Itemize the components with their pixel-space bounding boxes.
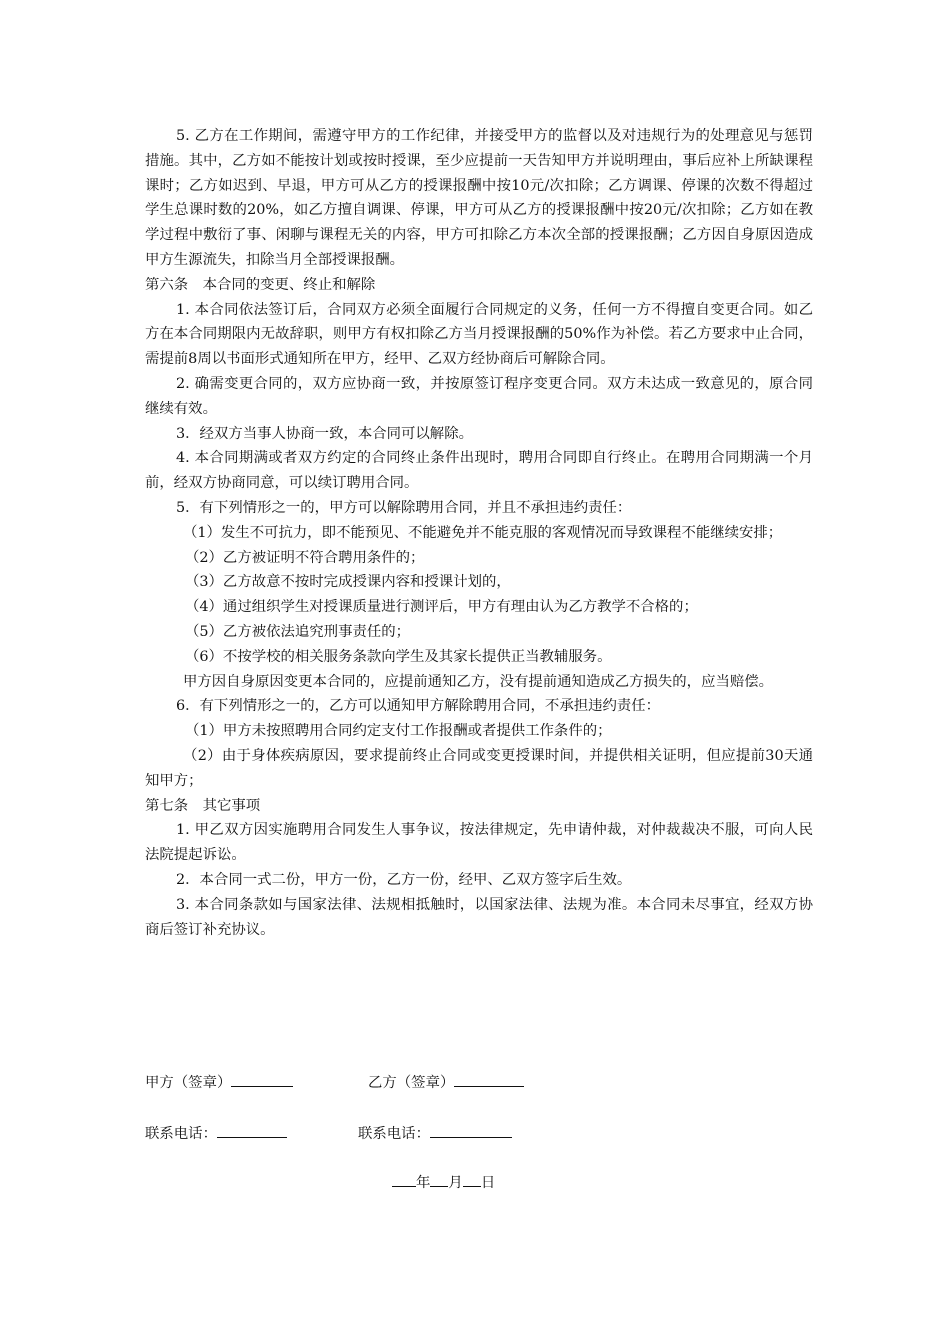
article-6-item-5-sub-2: （2）乙方被证明不符合聘用条件的； (185, 549, 425, 566)
day-blank[interactable] (463, 1170, 481, 1187)
date-line (392, 1170, 495, 1195)
party-b-signature-blank[interactable] (454, 1070, 524, 1087)
party-a-label: 甲方（签章） (145, 1075, 232, 1091)
article-6-compensation-note: 甲方因自身原因变更本合同的，应提前通知乙方，没有提前通知造成乙方损失的，应当赔偿。 (183, 673, 774, 690)
article-6-item-6-sub-1: （1）甲方未按照聘用合同约定支付工作报酬或者提供工作条件的； (185, 723, 612, 740)
article-6-item-2: 2. 确需变更合同的，双方应协商一致，并按原签订程序变更合同。双方未达成一致意见的，原合同继续有效。 (145, 375, 813, 417)
article-6-item-5-sub-5: （5）乙方被依法追究刑事责任的； (185, 623, 411, 640)
article-6-item-5-sub-6: （6）不按学校的相关服务条款向学生及其家长提供正当教辅服务。 (185, 648, 612, 665)
party-b-phone-blank[interactable] (430, 1121, 512, 1138)
article-6-item-5-sub-3: （3）乙方故意不按时完成授课内容和授课计划的， (185, 574, 511, 591)
party-a-signature-line (145, 1070, 293, 1095)
article-6-item-5: 5．有下列情形之一的，甲方可以解除聘用合同，并且不承担违约责任： (176, 499, 632, 516)
month-label: 月 (448, 1175, 463, 1191)
article-6-heading: 第六条 本合同的变更、终止和解除 (145, 276, 376, 293)
article-6-item-4: 4. 本合同期满或者双方约定的合同终止条件出现时，聘用合同即自行终止。在聘用合同期满一个月前，经双方协商同意，可以续订聘用合同。 (145, 450, 813, 492)
day-label: 日 (480, 1175, 496, 1191)
article-6-item-6: 6．有下列情形之一的，乙方可以通知甲方解除聘用合同，不承担违约责任： (176, 698, 661, 715)
clause-5-paragraph: 5. 乙方在工作期间，需遵守甲方的工作纪律，并接受甲方的监督以及对违规行为的处理意见与惩罚措施。其中，乙方如不能按计划或按时授课，至少应提前一天告知甲方并说明理由，事后应补上所缺课程课时；乙方如迟到、早退，甲方可从乙方的授课报酬中按10元/次扣除；乙方调课、停课的次数不得超过学生总课时数的20%，如乙方擅自调课、停课，甲方可从乙方的授课报酬中按20元/次扣除；乙方如在教学过程中敷衍了事、闲聊与课程无关的内容，甲方可扣除乙方本次全部的授课报酬；乙方因自身原因造成甲方生源流失，扣除当月全部授课报酬。 (145, 128, 813, 268)
article-7-item-2: 2．本合同一式二份，甲方一份，乙方一份，经甲、乙双方签字后生效。 (176, 871, 632, 888)
article-7-heading: 第七条 其它事项 (145, 797, 261, 814)
article-6-item-3: 3．经双方当事人协商一致，本合同可以解除。 (176, 425, 473, 442)
year-label: 年 (416, 1175, 431, 1191)
article-6-item-6-sub-2: （2）由于身体疾病原因，要求提前终止合同或变更授课时间，并提供相关证明，但应提前30天通知甲方； (145, 747, 813, 789)
article-6-item-5-sub-1: （1）发生不可抗力，即不能预见、不能避免并不能克服的客观情况而导致课程不能继续安排； (183, 524, 783, 541)
article-6-item-1: 1. 本合同依法签订后，合同双方必须全面履行合同规定的义务，任何一方不得擅自变更合同。如乙方在本合同期限内无故辞职，则甲方有权扣除乙方当月授课报酬的50%作为补偿。若乙方要求中止合同，需提前8周以书面形式通知所在甲方，经甲、乙双方经协商后可解除合同。 (145, 301, 813, 368)
party-a-phone-line (145, 1121, 287, 1146)
article-7-item-3: 3. 本合同条款如与国家法律、法规相抵触时，以国家法律、法规为准。本合同未尽事宜，经双方协商后签订补充协议。 (145, 896, 813, 938)
party-b-signature-line (368, 1070, 524, 1095)
article-6-item-5-sub-4: （4）通过组织学生对授课质量进行测评后，甲方有理由认为乙方教学不合格的； (185, 599, 698, 616)
party-b-phone-label: 联系电话： (358, 1126, 430, 1142)
party-b-label: 乙方（签章） (368, 1075, 455, 1091)
contract-body (145, 124, 813, 942)
party-a-signature-blank[interactable] (231, 1070, 293, 1087)
party-a-phone-blank[interactable] (217, 1121, 287, 1138)
party-b-phone-line (358, 1121, 512, 1146)
month-blank[interactable] (430, 1170, 448, 1187)
party-a-phone-label: 联系电话： (145, 1126, 217, 1142)
article-7-item-1: 1. 甲乙双方因实施聘用合同发生人事争议，按法律规定，先申请仲裁，对仲裁裁决不服，可向人民法院提起诉讼。 (145, 822, 813, 864)
year-blank[interactable] (392, 1170, 416, 1187)
